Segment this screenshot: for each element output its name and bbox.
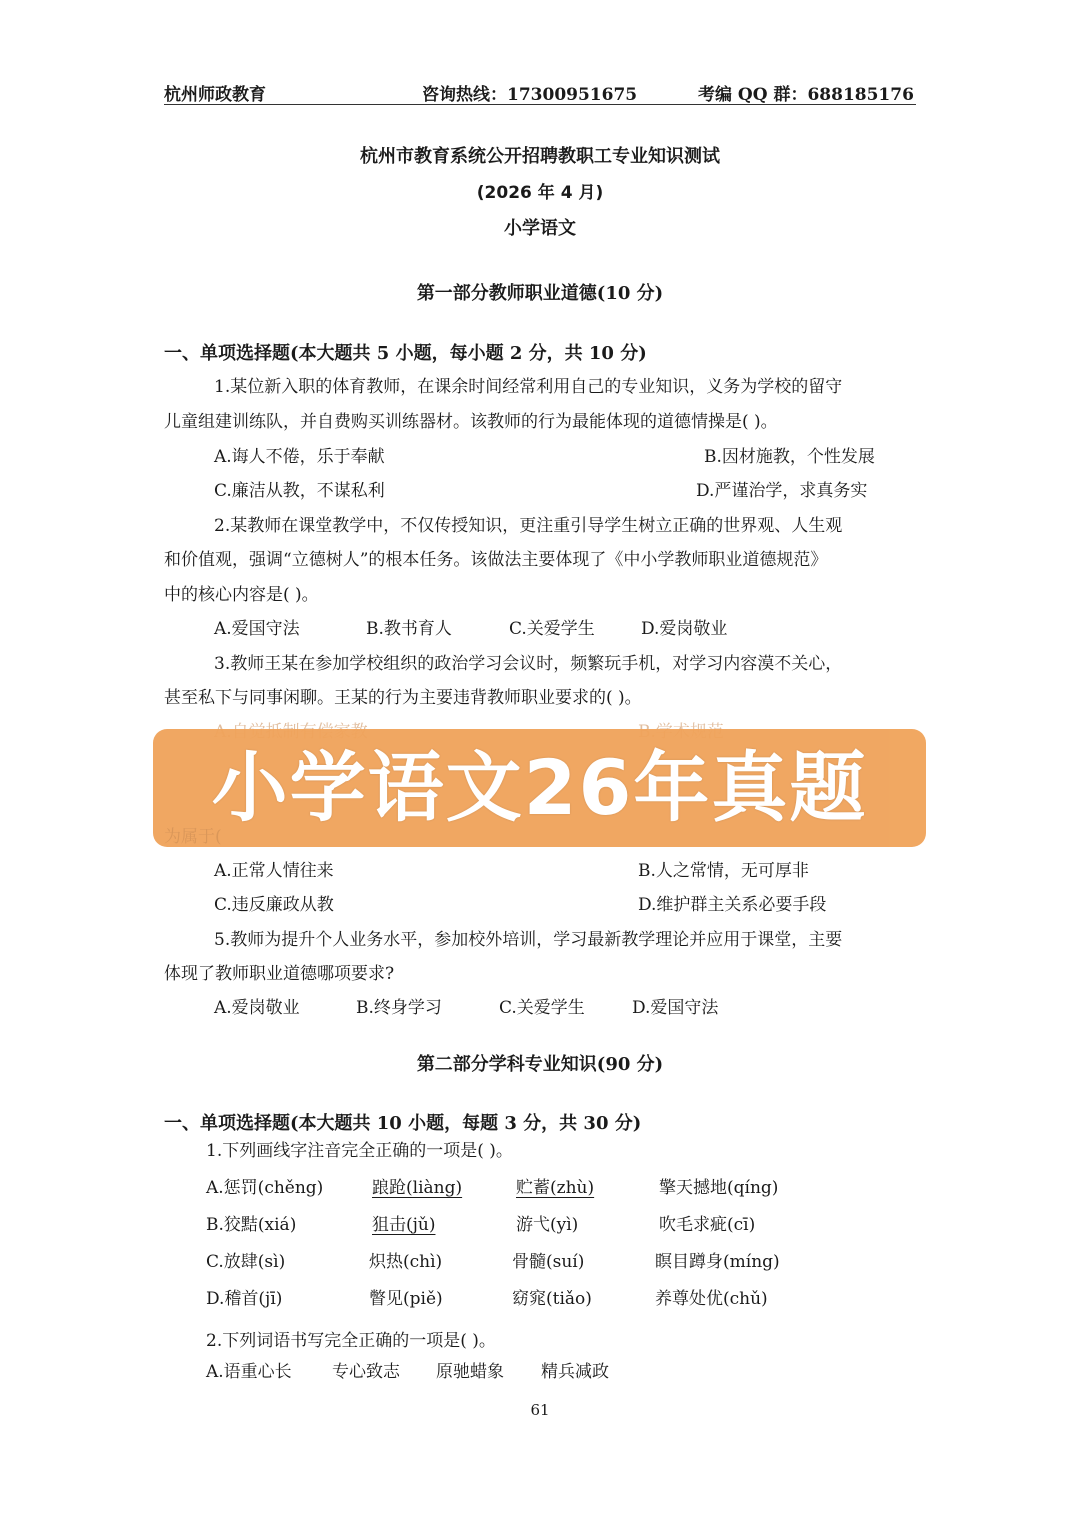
p1-q1-line1: 1.某位新入职的体育教师，在课余时间经常利用自己的专业知识，义务为学校的留守 xyxy=(214,377,843,397)
p1-q1-line2: 儿童组建训练队，并自费购买训练器材。该教师的行为最能体现的道德情操是( )。 xyxy=(164,412,778,432)
page-header xyxy=(164,80,916,106)
exam-subject: 小学语文 xyxy=(504,218,576,239)
p1-q3-line2: 甚至私下与同事闲聊。王某的行为主要违背教师职业要求的( )。 xyxy=(164,688,642,708)
p2-q1-d-2: 瞥见(piě) xyxy=(369,1289,443,1309)
banner-text: 小学语文26年真题 xyxy=(211,743,868,832)
p1-q2-option-b: B.教书育人 xyxy=(366,619,452,639)
p2-q1-b-3: 游弋(yì) xyxy=(516,1215,579,1235)
header-hotline: 咨询热线：17300951675 xyxy=(422,85,638,105)
p2-q1-d-3: 窈窕(tiǎo) xyxy=(512,1289,592,1309)
p2-q1-c-3: 骨髓(suí) xyxy=(512,1252,585,1272)
part2-heading: 第二部分学科专业知识(90 分) xyxy=(416,1054,664,1075)
p2-q1-b-1: B.狡黠(xiá) xyxy=(206,1215,297,1235)
p1-q5-option-a: A.爱岗敬业 xyxy=(214,998,300,1018)
p2-q1-a-4: 擎天撼地(qíng) xyxy=(659,1178,779,1198)
p1-q5-option-b: B.终身学习 xyxy=(356,998,442,1018)
p2-q1-c-1: C.放肆(sì) xyxy=(206,1252,286,1272)
p1-q3-line1: 3.教师王某在参加学校组织的政治学习会议时，频繁玩手机，对学习内容漠不关心， xyxy=(214,654,843,674)
p2-q1-d-4: 养尊处优(chǔ) xyxy=(655,1289,768,1309)
p2-q1-b-2: 狙击(jǔ) xyxy=(372,1215,436,1235)
p2-q2-stem: 2.下列词语书写完全正确的一项是( )。 xyxy=(206,1331,496,1351)
p2-q2-a-1: A.语重心长 xyxy=(206,1362,292,1382)
p1-q2-line2: 和价值观，强调“立德树人”的根本任务。该做法主要体现了《中小学教师职业道德规范》 xyxy=(164,550,828,570)
header-org: 杭州师政教育 xyxy=(164,85,266,105)
p2-q2-a-2: 专心致志 xyxy=(332,1362,400,1382)
p1-q5-option-c: C.关爱学生 xyxy=(499,998,585,1018)
p1-q2-option-d: D.爱岗敬业 xyxy=(641,619,728,639)
header-divider xyxy=(164,104,916,105)
p1-q2-option-a: A.爱国守法 xyxy=(214,619,300,639)
title-banner-overlay xyxy=(153,729,926,847)
p2-q1-b-4: 吹毛求疵(cī) xyxy=(659,1215,756,1235)
p1-q1-option-c: C.廉洁从教，不谋私利 xyxy=(214,481,385,501)
p2-q1-a-1: A.惩罚(chěng) xyxy=(206,1178,324,1198)
p2-q1-a-2: 踉跄(liàng) xyxy=(372,1178,463,1198)
p2-q1-stem: 1.下列画线字注音完全正确的一项是( )。 xyxy=(206,1141,513,1161)
header-qq: 考编 QQ 群：688185176 xyxy=(698,85,914,105)
p1-q4-option-d: D.维护群主关系必要手段 xyxy=(638,895,827,915)
part2-section-title: 一、单项选择题(本大题共 10 小题，每题 3 分，共 30 分) xyxy=(164,1113,642,1134)
p1-q1-option-d: D.严谨治学，求真务实 xyxy=(696,481,868,501)
p1-q2-line3: 中的核心内容是( )。 xyxy=(164,585,319,605)
p1-q2-line1: 2.某教师在课堂教学中，不仅传授知识，更注重引导学生树立正确的世界观、人生观 xyxy=(214,516,843,536)
p2-q1-d-1: D.稽首(jī) xyxy=(206,1289,283,1309)
p1-q5-line2: 体现了教师职业道德哪项要求? xyxy=(164,964,395,984)
p1-q2-option-c: C.关爱学生 xyxy=(509,619,595,639)
p2-q2-a-3: 原驰蜡象 xyxy=(436,1362,504,1382)
p2-q1-a-3: 贮蓄(zhù) xyxy=(516,1178,595,1198)
page-number: 61 xyxy=(530,1401,550,1419)
p2-q2-a-4: 精兵减政 xyxy=(541,1362,609,1382)
p2-q1-c-2: 炽热(chì) xyxy=(369,1252,443,1272)
p1-q1-option-b: B.因材施教，个性发展 xyxy=(704,447,875,467)
p1-q5-line1: 5.教师为提升个人业务水平，参加校外培训，学习最新教学理论并应用于课堂，主要 xyxy=(214,930,843,950)
p1-q1-option-a: A.诲人不倦，乐于奉献 xyxy=(214,447,385,467)
p2-q1-c-4: 瞑目蹲身(míng) xyxy=(655,1252,780,1272)
p1-q4-option-b: B.人之常情，无可厚非 xyxy=(638,861,809,881)
p1-q4-tail-partial: 为属于( xyxy=(164,827,222,847)
p1-q4-option-a: A.正常人情往来 xyxy=(214,861,334,881)
exam-title: 杭州市教育系统公开招聘教职工专业知识测试 xyxy=(360,146,720,167)
p1-q4-option-c: C.违反廉政从教 xyxy=(214,895,334,915)
exam-date: (2026 年 4 月) xyxy=(476,183,604,203)
part1-heading: 第一部分教师职业道德(10 分) xyxy=(416,283,664,304)
p1-q5-option-d: D.爱国守法 xyxy=(632,998,719,1018)
part1-section-title: 一、单项选择题(本大题共 5 小题，每小题 2 分，共 10 分) xyxy=(164,343,647,364)
